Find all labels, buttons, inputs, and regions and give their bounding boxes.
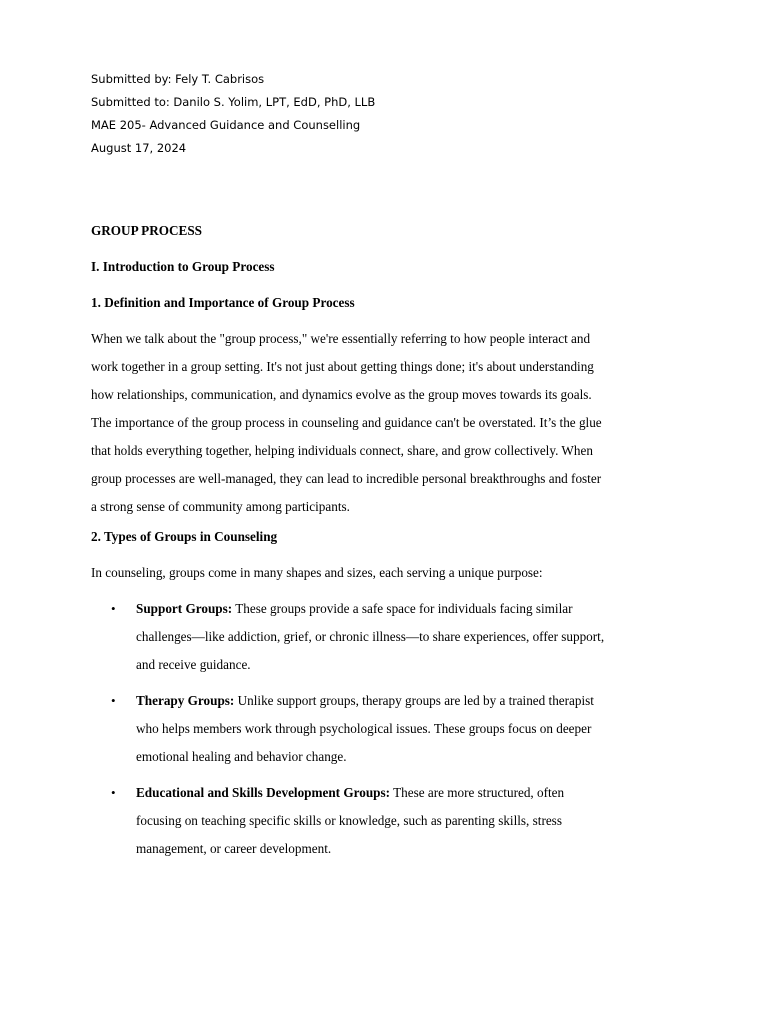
list-item-term: Educational and Skills Development Groups: (136, 785, 391, 800)
list-item-support-groups (91, 598, 691, 682)
list-item-text: These are more structured, often (390, 785, 565, 800)
list-item-line (136, 690, 691, 718)
paragraph-line: group processes are well-managed, they can lead to incredible personal breakthroughs and foster (91, 471, 602, 486)
paragraph-line: a strong sense of community among participants. (91, 499, 350, 514)
list-item-term: Therapy Groups: (136, 693, 235, 708)
document-title: GROUP PROCESS (91, 223, 203, 238)
list-item-text: These groups provide a safe space for individuals facing similar (232, 601, 573, 616)
bullet-icon: • (111, 693, 116, 708)
list-item-educational-groups (91, 782, 691, 866)
paragraph-line: that holds everything together, helping individuals connect, share, and grow collectively. When (91, 443, 593, 458)
list-item-line (136, 598, 691, 626)
list-item-line: management, or career development. (136, 841, 332, 856)
submission-header (91, 70, 691, 162)
bullet-icon: • (111, 785, 116, 800)
list-item-line (136, 782, 691, 810)
paragraph-line: When we talk about the "group process," we're essentially referring to how people interact and (91, 331, 591, 346)
list-item-text: Unlike support groups, therapy groups are led by a trained therapist (234, 693, 594, 708)
group-types-list (91, 598, 691, 866)
list-item-line: focusing on teaching specific skills or knowledge, such as parenting skills, stress (136, 813, 562, 828)
section-heading-introduction: I. Introduction to Group Process (91, 259, 275, 274)
paragraph-line: The importance of the group process in counseling and guidance can't be overstated. It’s the glue (91, 415, 602, 430)
list-item-line: and receive guidance. (136, 657, 251, 672)
list-item-therapy-groups (91, 690, 691, 774)
subsection-heading-types: 2. Types of Groups in Counseling (91, 529, 278, 544)
list-item-line: challenges—like addiction, grief, or chronic illness—to share experiences, offer support, (136, 629, 605, 644)
document-body (91, 220, 691, 874)
course-line: MAE 205- Advanced Guidance and Counselling (91, 118, 361, 132)
bullet-icon: • (111, 601, 116, 616)
list-item-term: Support Groups: (136, 601, 233, 616)
list-item-line: who helps members work through psychological issues. These groups focus on deeper (136, 721, 592, 736)
paragraph-line: work together in a group setting. It's not just about getting things done; it's about understanding (91, 359, 594, 374)
paragraph-line: how relationships, communication, and dynamics evolve as the group moves towards its goals. (91, 387, 592, 402)
subsection-heading-definition: 1. Definition and Importance of Group Process (91, 295, 355, 310)
paragraph-types-intro: In counseling, groups come in many shapes and sizes, each serving a unique purpose: (91, 565, 543, 580)
paragraph-definition (91, 328, 691, 524)
list-item-line: emotional healing and behavior change. (136, 749, 347, 764)
submitted-to-line: Submitted to: Danilo S. Yolim, LPT, EdD, PhD, LLB (91, 95, 376, 109)
date-line: August 17, 2024 (91, 141, 187, 155)
submitted-by-line: Submitted by: Fely T. Cabrisos (91, 72, 265, 86)
